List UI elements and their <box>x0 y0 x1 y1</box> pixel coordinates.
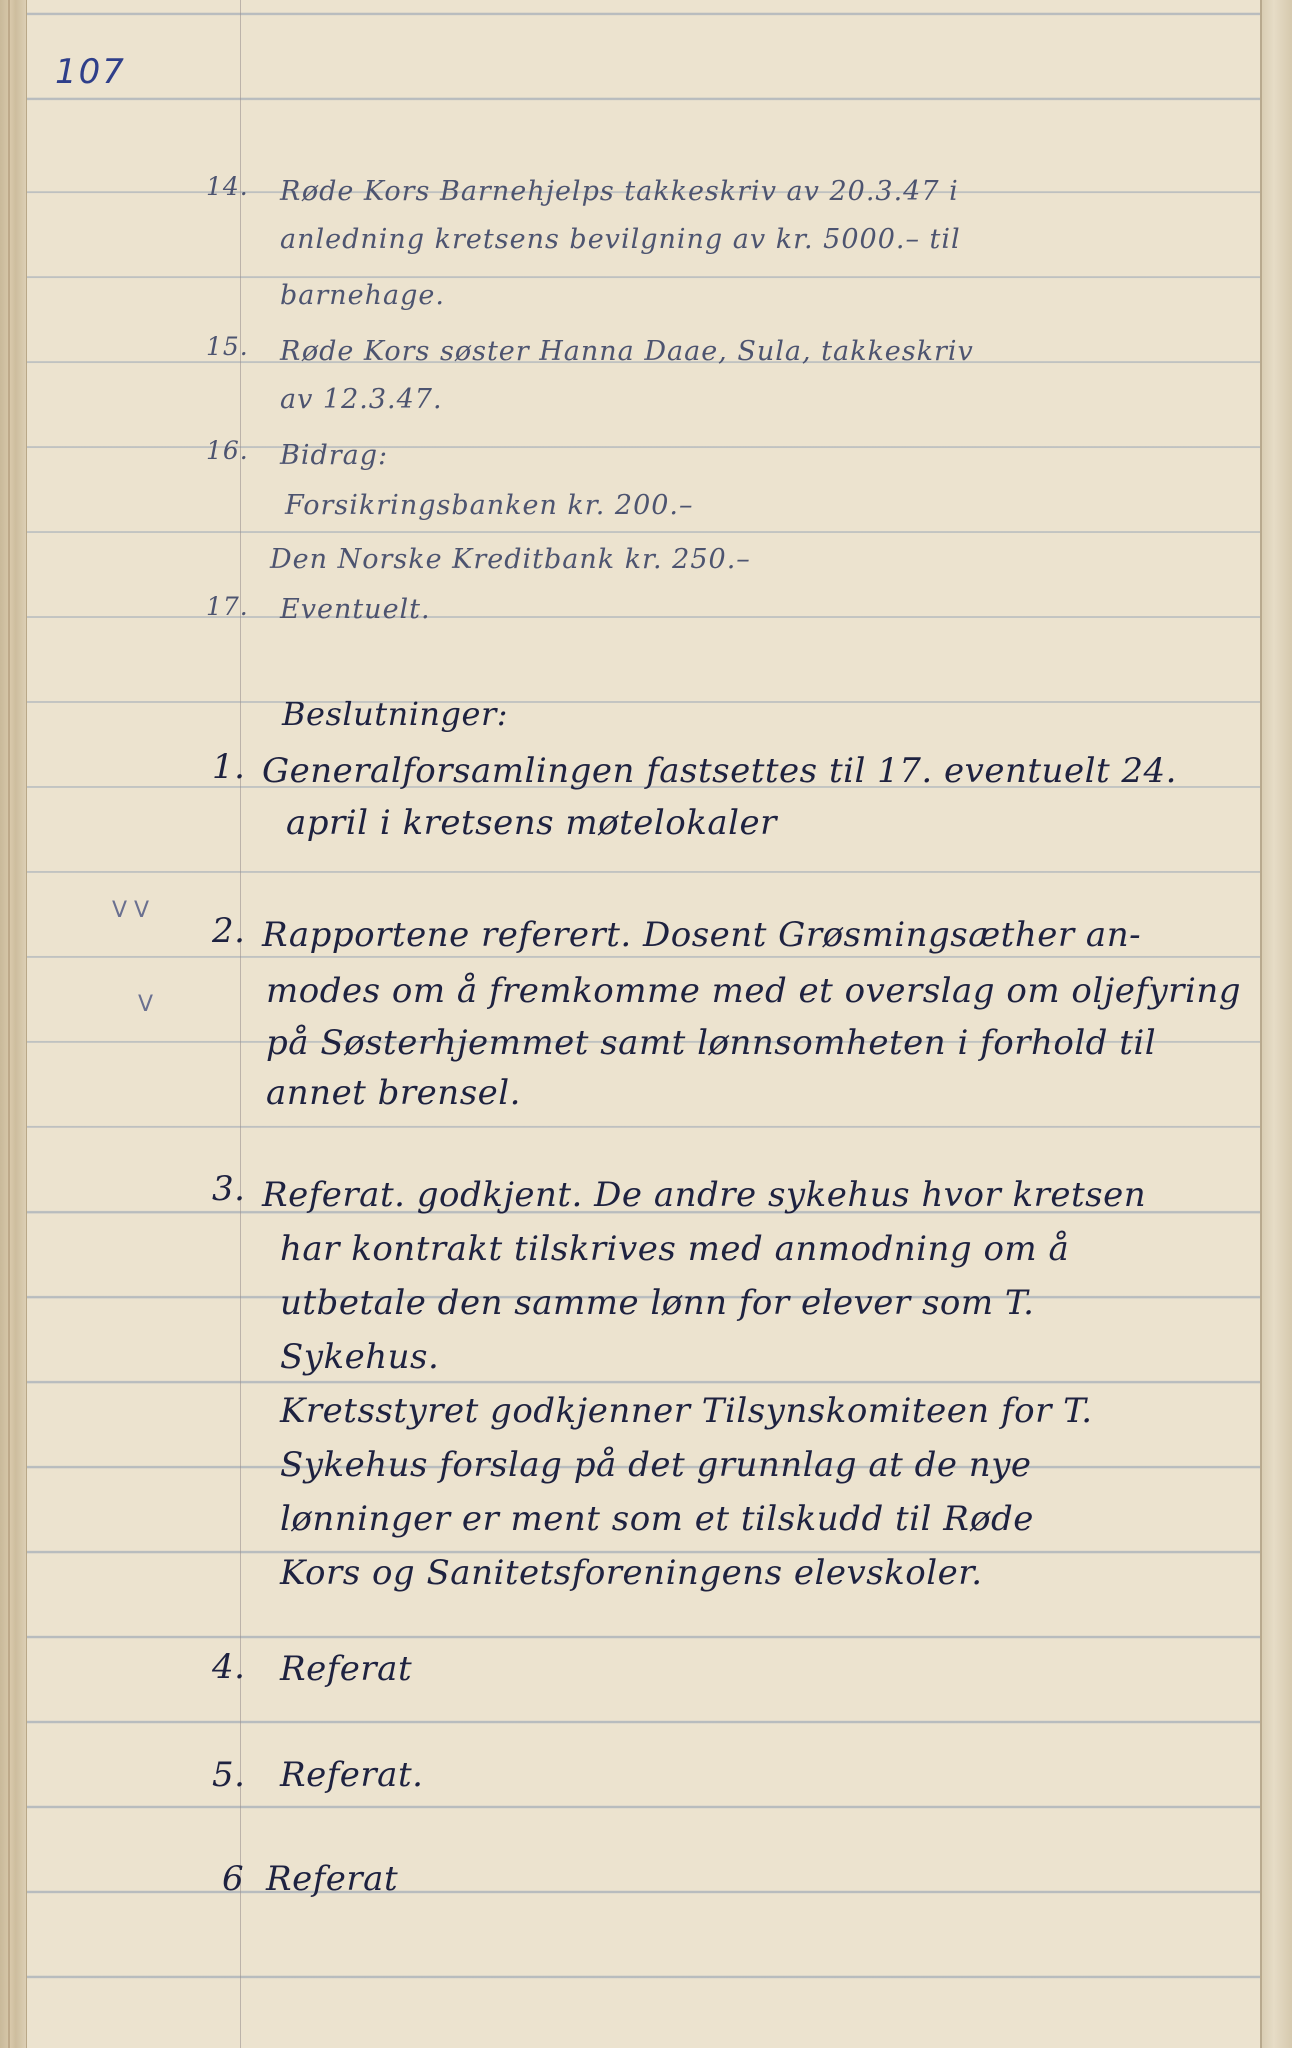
margin-tick: V V <box>112 898 150 923</box>
decision-line: Kors og Sanitetsforeningens elevskoler. <box>280 1553 983 1593</box>
decision-line: Referat <box>266 1859 399 1899</box>
decision-number: 2. <box>212 911 246 951</box>
decision-number: 6 <box>222 1859 245 1899</box>
decision-line: Referat <box>280 1649 413 1689</box>
agenda-number: 16. <box>206 436 249 465</box>
decision-line: april i kretsens møtelokaler <box>286 803 777 843</box>
decision-line: utbetale den samme lønn for elever som T. <box>280 1283 1035 1323</box>
margin-rule <box>240 0 241 2048</box>
decision-line: har kontrakt tilskrives med anmodning om å <box>280 1229 1070 1269</box>
agenda-line: barnehage. <box>280 280 445 311</box>
decision-number: 3. <box>212 1169 246 1209</box>
book-binding <box>1260 0 1292 2048</box>
decision-line: modes om å fremkomme med et overslag om oljefyring <box>266 971 1241 1011</box>
decision-number: 5. <box>212 1755 246 1795</box>
decision-line: Referat. <box>280 1755 424 1795</box>
decision-line: Generalforsamlingen fastsettes til 17. eventuelt 24. <box>262 751 1177 791</box>
agenda-line: Røde Kors Barnehjelps takkeskriv av 20.3.47 i <box>280 176 959 207</box>
decisions-heading: Beslutninger: <box>282 695 509 733</box>
agenda-number: 15. <box>206 332 249 361</box>
agenda-number: 14. <box>206 172 249 201</box>
agenda-line: Den Norske Kreditbank kr. 250.– <box>270 544 751 575</box>
decision-line: Sykehus forslag på det grunnlag at de nye <box>280 1445 1032 1485</box>
margin-tick: V <box>138 992 154 1017</box>
decision-line: Rapportene referert. Dosent Grøsmingsæther an- <box>262 915 1142 955</box>
decision-line: Kretsstyret godkjenner Tilsynskomiteen for T. <box>280 1391 1093 1431</box>
agenda-line: anledning kretsens bevilgning av kr. 5000.– til <box>280 224 961 255</box>
agenda-line: Røde Kors søster Hanna Daae, Sula, takkeskriv <box>280 336 974 367</box>
decision-line: Referat. godkjent. De andre sykehus hvor kretsen <box>262 1175 1147 1215</box>
decision-number: 1. <box>212 747 246 787</box>
decision-line: Sykehus. <box>280 1337 440 1377</box>
decision-line: på Søsterhjemmet samt lønnsomheten i forhold til <box>266 1023 1157 1063</box>
agenda-line: Eventuelt. <box>280 594 431 625</box>
decision-number: 4. <box>212 1647 246 1687</box>
agenda-line: Bidrag: <box>280 440 389 471</box>
page-number: 107 <box>55 52 126 92</box>
page-edge-left <box>0 0 27 2048</box>
decision-line: lønninger er ment som et tilskudd til Røde <box>280 1499 1034 1539</box>
agenda-line: Forsikringsbanken kr. 200.– <box>285 490 694 521</box>
agenda-line: av 12.3.47. <box>280 384 443 415</box>
decision-line: annet brensel. <box>266 1073 521 1113</box>
agenda-number: 17. <box>206 592 249 621</box>
